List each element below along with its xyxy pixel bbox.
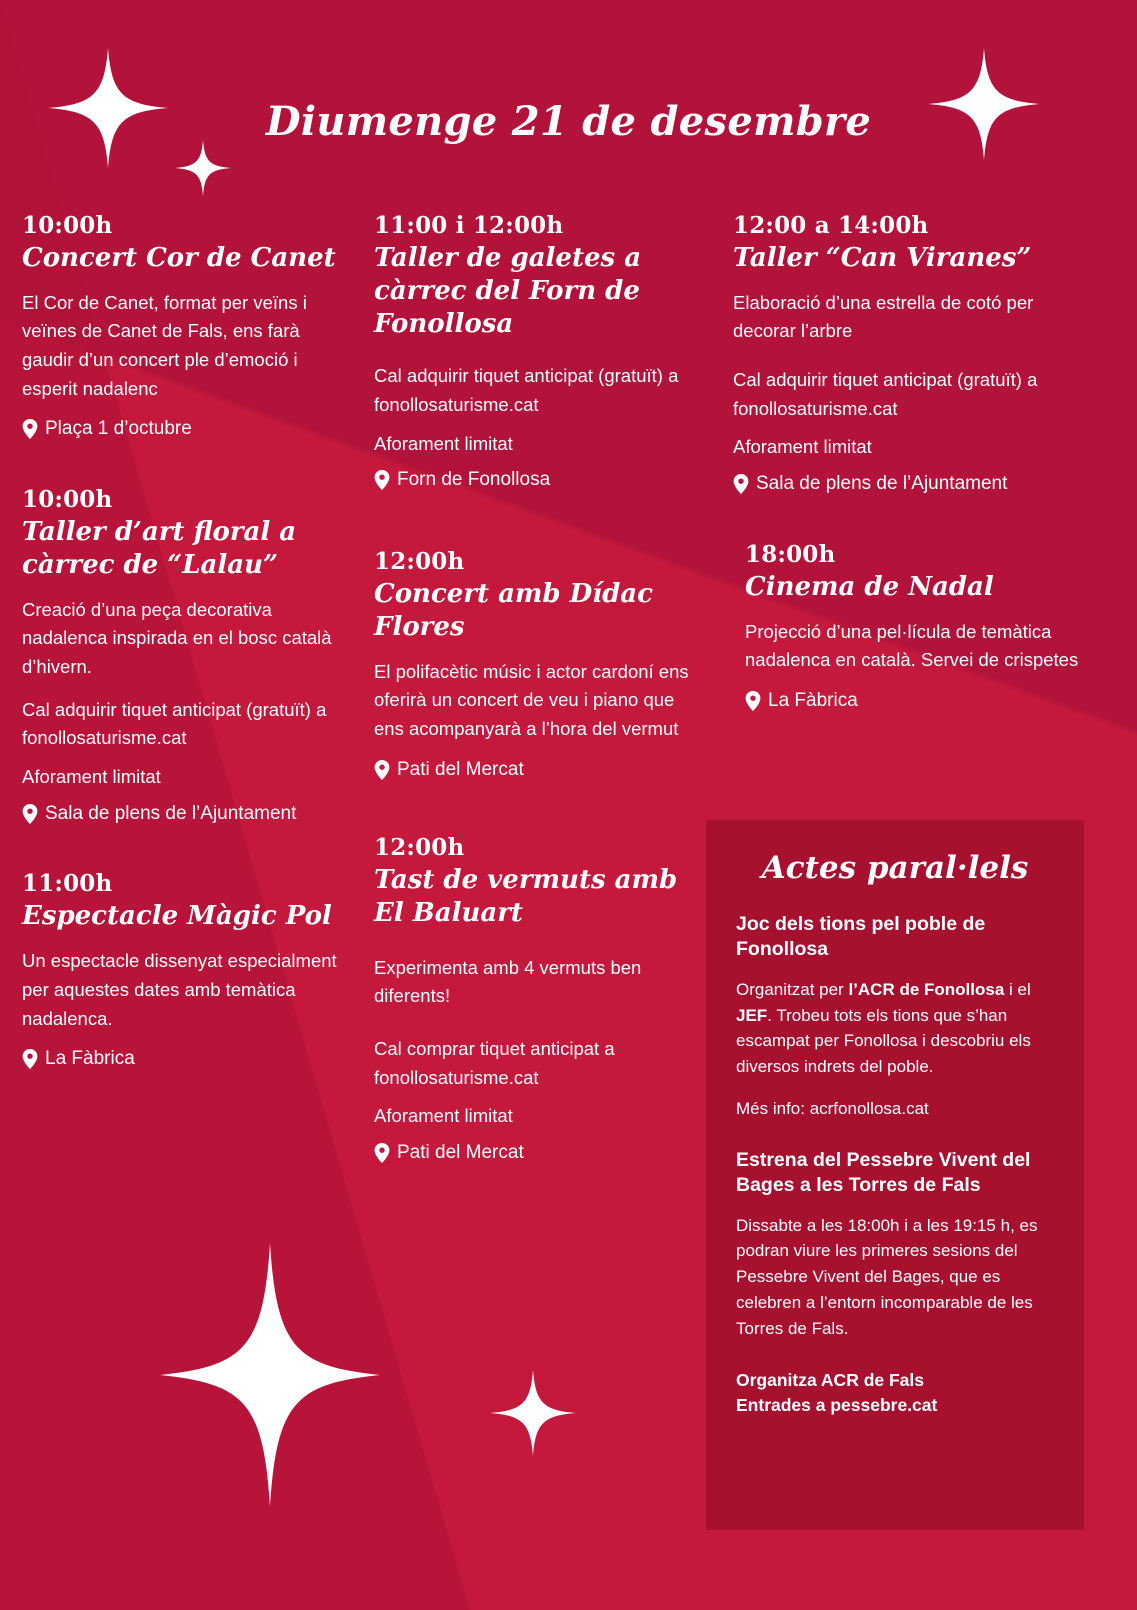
event-location-label: Forn de Fonollosa [397,469,551,491]
event-title: Espectacle Màgic Pol [22,901,332,932]
event-title: Cinema de Nadal [745,571,994,602]
map-pin-icon [374,760,390,780]
event-title: Tast de vermuts amb El Baluart [374,865,678,929]
event-location [745,689,1083,714]
panel-block-paragraph [736,977,1054,1080]
event-time: 10:00h [22,486,113,514]
panel-text-jef: JEF [736,1005,768,1025]
event-card [745,541,1083,714]
event-location-label: Pati del Mercat [397,1142,524,1164]
panel-text-i-el: i el [1004,979,1031,999]
map-pin-icon [745,691,761,711]
panel-spacer [736,1138,1054,1148]
event-time: 11:00 i 12:00h [374,212,564,239]
map-pin-icon [733,474,749,494]
map-pin-icon [374,1143,390,1163]
event-location [374,758,704,783]
event-location [22,1047,340,1072]
event-time: 11:00h [22,870,113,898]
page-title: Diumenge 21 de desembre [265,98,872,145]
event-description: Elaboració d’una estrella de cotó per decorar l’arbre [733,291,1034,342]
event-description: Projecció d’una pel·lícula de temàtica nadalenca en català. Servei de crispetes [745,620,1079,671]
map-pin-icon [22,1049,38,1069]
events-column-1 [22,212,340,1102]
event-card [374,548,704,782]
event-note: Aforament limitat [733,436,872,458]
panel-text-rest: . Trobeu tots els tions que s’han escampat per Fonollosa i descobriu els diversos indrets del poble. [736,1005,1031,1077]
event-title: Concert amb Dídac Flores [374,579,653,642]
event-time: 12:00h [374,834,465,862]
event-time: 10:00h [22,212,113,239]
event-location [374,1141,704,1166]
event-description: El polifacètic músic i actor cardoní ens oferirà un concert de veu i piano que ens acompanyarà a l’hora del vermut [374,660,689,739]
panel-text-acr: l’ACR de Fonollosa [848,979,1005,999]
events-column-3 [733,212,1083,744]
event-time: 18:00h [745,540,836,568]
event-location-label: La Fàbrica [45,1048,135,1070]
panel-block [736,912,1054,1122]
event-card [22,212,340,442]
event-description: Un espectacle dissenyat especialment per aquestes dates amb temàtica nadalenca. [22,950,337,1029]
event-description: Experimenta amb 4 vermuts ben diferents! [374,956,642,1007]
panel-footer-line: Organitza ACR de Fals [736,1369,924,1390]
event-note: Aforament limitat [22,766,161,788]
event-location-label: Plaça 1 d’octubre [45,418,192,440]
event-location-label: La Fàbrica [768,689,858,711]
event-title: Taller d’art floral a càrrec de “Lalau” [22,517,297,580]
event-note: Cal adquirir tiquet anticipat (gratuït) a fonollosaturisme.cat [733,369,1038,419]
event-location [22,802,340,827]
panel-footer-line: Entrades a pessebre.cat [736,1395,938,1416]
event-location [374,468,704,493]
event-title: Concert Cor de Canet [22,243,336,274]
panel-block-heading: Estrena del Pessebre Vivent del Bages a les Torres de Fals [736,1148,1031,1197]
parallel-activities-panel [706,820,1084,1530]
event-location [22,417,340,442]
events-column-2 [374,212,704,1196]
event-note: Cal adquirir tiquet anticipat (gratuït) a fonollosaturisme.cat [22,698,327,749]
panel-spacer [736,1358,1054,1368]
event-time: 12:00 a 14:00h [733,212,929,239]
event-description: Creació d’una peça decorativa nadalenca inspirada en el bosc català d’hivern. [22,598,332,678]
event-card [733,212,1083,497]
panel-block-paragraph: Més info: acrfonollosa.cat [736,1099,929,1118]
map-pin-icon [22,419,38,439]
event-title: Taller “Can Viranes” [733,243,1032,274]
event-note: Aforament limitat [374,1105,513,1127]
event-location-label: Sala de plens de l’Ajuntament [45,802,297,824]
event-card [22,486,340,826]
event-title: Taller de galetes a càrrec del Forn de Fonollosa [374,243,642,339]
event-note: Aforament limitat [374,432,513,454]
event-location [733,472,1083,497]
event-location-label: Sala de plens de l’Ajuntament [756,473,1008,495]
event-note: Cal comprar tiquet anticipat a fonollosaturisme.cat [374,1038,615,1088]
map-pin-icon [22,804,38,824]
event-card [374,212,704,493]
panel-text-organitzat: Organitzat per [736,979,849,999]
event-card [22,870,340,1072]
panel-block [736,1148,1054,1342]
event-card [374,834,704,1166]
event-time: 12:00h [374,548,465,575]
panel-block-paragraph: Dissabte a les 18:00h i a les 19:15 h, es podran viure les primeres sesions del Pessebre Vivent del Bages, que es celebren a l’entorn incomparable de les Torres de Fals. [736,1215,1038,1338]
event-description: El Cor de Canet, format per veïns i veïnes de Canet de Fals, ens farà gaudir d’un concert ple d’emoció i esperit nadalenc [22,291,307,399]
panel-block-heading: Joc dels tions pel poble de Fonollosa [736,913,986,961]
map-pin-icon [374,470,390,490]
panel-title: Actes paral·lels [761,850,1029,886]
event-location-label: Pati del Mercat [397,758,524,780]
event-note: Cal adquirir tiquet anticipat (gratuït) a fonollosaturisme.cat [374,365,679,415]
